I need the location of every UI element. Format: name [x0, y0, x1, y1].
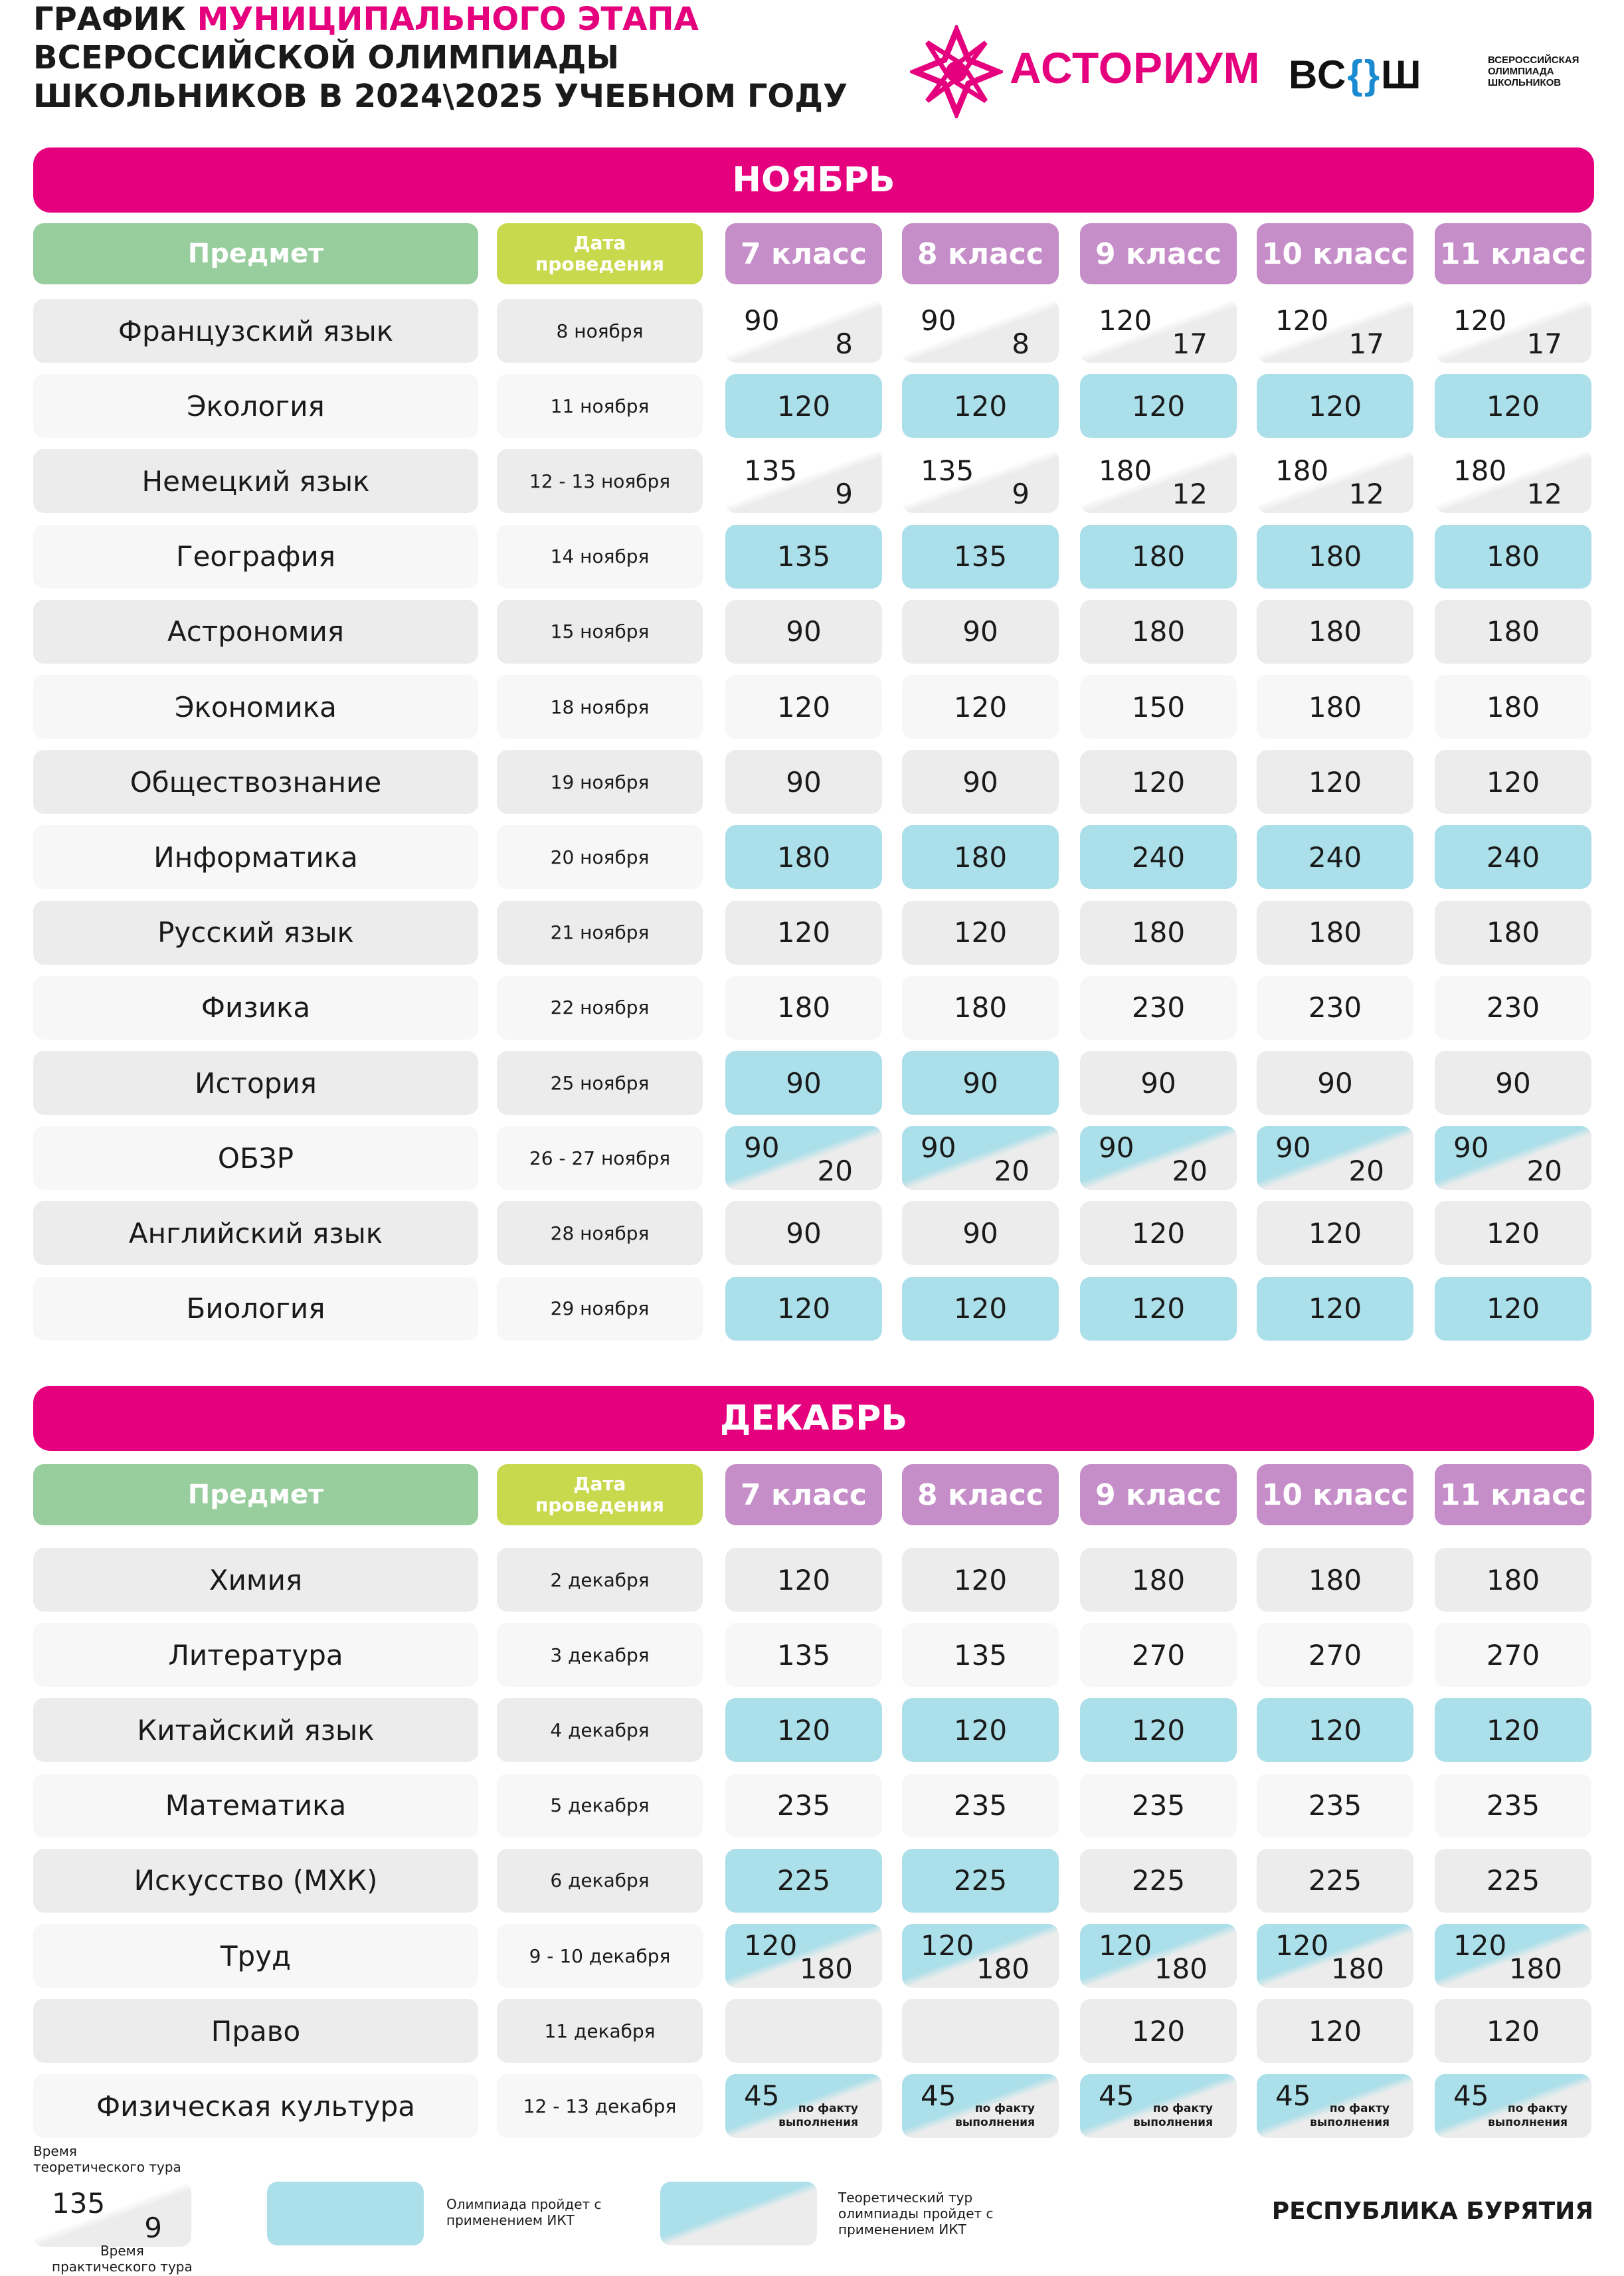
duration-cell: 120 [1257, 1277, 1413, 1341]
duration-cell: 120 [1257, 750, 1413, 814]
theory-duration: 135 [921, 454, 974, 488]
header-subject: Предмет [33, 223, 478, 284]
duration-cell: 235 [902, 1774, 1059, 1838]
subject-cell: Искусство (МХК) [33, 1849, 478, 1913]
duration-cell: 120 [1435, 1277, 1591, 1341]
theory-duration: 45 [921, 2079, 956, 2113]
subject-cell: Экология [33, 374, 478, 438]
duration-cell: 90 [902, 600, 1059, 664]
header-date: Дата проведения [497, 1464, 703, 1525]
duration-cell: 180 [1080, 901, 1237, 965]
duration-cell: 180 [1435, 525, 1591, 589]
header-grade-7: 7 класс [725, 223, 882, 284]
practice-duration: 9 [835, 478, 853, 511]
duration-cell: 235 [725, 1774, 882, 1838]
duration-cell: 90 [902, 1051, 1059, 1115]
duration-cell-split [1257, 449, 1413, 513]
practice-duration: 180 [1154, 1952, 1208, 1985]
practice-note: по факту выполнения [1488, 2102, 1568, 2130]
duration-cell-split [1257, 299, 1413, 363]
theory-duration: 120 [1453, 304, 1507, 337]
duration-cell: 180 [902, 976, 1059, 1040]
theory-duration: 90 [921, 1131, 956, 1165]
date-cell: 8 ноября [497, 299, 703, 363]
duration-cell: 120 [1257, 1201, 1413, 1265]
theory-duration: 120 [1099, 304, 1152, 337]
duration-cell-split [1257, 1924, 1413, 1988]
duration-cell [725, 1999, 882, 2063]
practice-duration: 12 [1526, 478, 1562, 511]
practice-duration: 20 [994, 1155, 1030, 1188]
duration-cell: 120 [1080, 1277, 1237, 1341]
practice-note: по факту выполнения [1310, 2102, 1390, 2130]
duration-cell [902, 1999, 1059, 2063]
duration-cell: 235 [1257, 1774, 1413, 1838]
subject-cell: География [33, 525, 478, 589]
duration-cell-split [1257, 2074, 1413, 2138]
duration-cell: 120 [725, 1548, 882, 1612]
duration-cell: 120 [902, 1698, 1059, 1762]
practice-note: по факту выполнения [1133, 2102, 1213, 2130]
duration-cell-split [1080, 449, 1237, 513]
duration-cell: 120 [725, 675, 882, 739]
subject-cell: Экономика [33, 675, 478, 739]
header-grade-10: 10 класс [1257, 1464, 1413, 1525]
date-cell: 9 - 10 декабря [497, 1924, 703, 1988]
practice-note: по факту выполнения [778, 2102, 858, 2130]
practice-duration: 8 [1012, 328, 1030, 360]
practice-duration: 20 [817, 1155, 853, 1188]
duration-cell: 120 [902, 1548, 1059, 1612]
theory-duration: 120 [1275, 1929, 1329, 1962]
date-cell: 11 ноября [497, 374, 703, 438]
duration-cell: 120 [902, 374, 1059, 438]
date-cell: 14 ноября [497, 525, 703, 589]
legend-sample-cell [33, 2182, 191, 2247]
duration-cell: 180 [1080, 1548, 1237, 1612]
duration-cell: 225 [902, 1849, 1059, 1913]
date-cell: 19 ноября [497, 750, 703, 814]
duration-cell: 90 [902, 750, 1059, 814]
duration-cell: 120 [725, 901, 882, 965]
duration-cell-split [1435, 449, 1591, 513]
subject-cell: Русский язык [33, 901, 478, 965]
legend-ict-text: Олимпиада пройдет с применением ИКТ [446, 2196, 602, 2228]
duration-cell: 235 [1080, 1774, 1237, 1838]
date-cell: 21 ноября [497, 901, 703, 965]
duration-cell-split [1435, 299, 1591, 363]
legend-theory-label: Время теоретического тура [33, 2143, 181, 2175]
subject-cell: Обществознание [33, 750, 478, 814]
duration-cell: 120 [725, 1277, 882, 1341]
practice-duration: 180 [976, 1952, 1030, 1985]
duration-cell: 90 [1257, 1051, 1413, 1115]
practice-duration: 20 [1526, 1155, 1562, 1188]
header-grade-11: 11 класс [1435, 223, 1591, 284]
duration-cell-split [902, 2074, 1059, 2138]
legend-practice-label: Время практического тура [52, 2243, 193, 2275]
duration-cell-split [725, 449, 882, 513]
theory-duration: 120 [1099, 1929, 1152, 1962]
duration-cell-split [725, 2074, 882, 2138]
legend-sample-practice: 9 [144, 2212, 162, 2244]
subject-cell: Физика [33, 976, 478, 1040]
duration-cell: 270 [1257, 1623, 1413, 1687]
duration-cell: 180 [725, 976, 882, 1040]
footer-region: РЕСПУБЛИКА БУРЯТИЯ [1271, 2198, 1593, 2225]
duration-cell: 180 [1257, 675, 1413, 739]
duration-cell: 225 [725, 1849, 882, 1913]
duration-cell: 150 [1080, 675, 1237, 739]
theory-duration: 120 [1275, 304, 1329, 337]
duration-cell: 120 [1080, 1698, 1237, 1762]
header-date: Дата проведения [497, 223, 703, 284]
theory-duration: 90 [744, 1131, 780, 1165]
practice-duration: 12 [1348, 478, 1384, 511]
duration-cell-split [1080, 1126, 1237, 1190]
header-grade-11: 11 класс [1435, 1464, 1591, 1525]
practice-duration: 17 [1172, 328, 1208, 360]
date-cell: 26 - 27 ноября [497, 1126, 703, 1190]
astorium-logo-text: АСТОРИУМ [1010, 43, 1261, 92]
duration-cell-split [1080, 1924, 1237, 1988]
duration-cell: 180 [1257, 1548, 1413, 1612]
duration-cell: 120 [1435, 1999, 1591, 2063]
subject-cell: ОБЗР [33, 1126, 478, 1190]
duration-cell-split [1257, 1126, 1413, 1190]
duration-cell: 90 [725, 750, 882, 814]
duration-cell: 90 [902, 1201, 1059, 1265]
practice-duration: 180 [1330, 1952, 1384, 1985]
theory-duration: 45 [744, 2079, 780, 2113]
duration-cell-split [1080, 299, 1237, 363]
duration-cell: 90 [725, 600, 882, 664]
duration-cell: 90 [1435, 1051, 1591, 1115]
duration-cell-split [902, 299, 1059, 363]
page-title [33, 0, 848, 116]
duration-cell: 240 [1257, 825, 1413, 889]
theory-duration: 90 [921, 304, 956, 337]
theory-duration: 45 [1453, 2079, 1489, 2113]
vsosh-logo-subtitle: ВСЕРОССИЙСКАЯ ОЛИМПИАДА ШКОЛЬНИКОВ [1488, 54, 1579, 88]
duration-cell: 180 [902, 825, 1059, 889]
duration-cell: 120 [1257, 1698, 1413, 1762]
practice-duration: 8 [835, 328, 853, 360]
duration-cell: 180 [1080, 600, 1237, 664]
duration-cell: 180 [1257, 901, 1413, 965]
legend-sample-theory: 135 [52, 2187, 106, 2220]
subject-cell: Английский язык [33, 1201, 478, 1265]
duration-cell: 90 [725, 1201, 882, 1265]
duration-cell: 120 [1435, 374, 1591, 438]
duration-cell: 120 [1257, 374, 1413, 438]
header-grade-9: 9 класс [1080, 223, 1237, 284]
duration-cell-split [725, 1126, 882, 1190]
duration-cell-split [902, 1924, 1059, 1988]
duration-cell: 180 [1257, 600, 1413, 664]
duration-cell: 120 [1080, 750, 1237, 814]
duration-cell: 120 [1435, 1698, 1591, 1762]
practice-duration: 17 [1526, 328, 1562, 360]
duration-cell-split [1435, 1126, 1591, 1190]
duration-cell: 120 [1080, 1999, 1237, 2063]
subject-cell: Биология [33, 1277, 478, 1341]
subject-cell: Литература [33, 1623, 478, 1687]
duration-cell: 225 [1435, 1849, 1591, 1913]
duration-cell: 135 [902, 1623, 1059, 1687]
date-cell: 5 декабря [497, 1774, 703, 1838]
month-banner-december: ДЕКАБРЬ [33, 1386, 1594, 1451]
theory-duration: 90 [1099, 1131, 1134, 1165]
legend-theory-ict-swatch [660, 2182, 817, 2245]
date-cell: 4 декабря [497, 1698, 703, 1762]
date-cell: 25 ноября [497, 1051, 703, 1115]
duration-cell: 120 [725, 374, 882, 438]
subject-cell: История [33, 1051, 478, 1115]
date-cell: 29 ноября [497, 1277, 703, 1341]
title-highlight: МУНИЦИПАЛЬНОГО ЭТАПА [197, 1, 699, 38]
astorium-logo-icon [910, 25, 1003, 121]
vsosh-logo: ВС{}Ш [1289, 52, 1423, 97]
theory-duration: 90 [1453, 1131, 1489, 1165]
duration-cell: 90 [725, 1051, 882, 1115]
duration-cell: 230 [1080, 976, 1237, 1040]
theory-duration: 120 [921, 1929, 974, 1962]
duration-cell: 180 [1435, 675, 1591, 739]
header-grade-9: 9 класс [1080, 1464, 1237, 1525]
duration-cell: 120 [1435, 750, 1591, 814]
duration-cell: 180 [725, 825, 882, 889]
header-subject: Предмет [33, 1464, 478, 1525]
duration-cell: 120 [1435, 1201, 1591, 1265]
duration-cell: 180 [1257, 525, 1413, 589]
title-line-2: ВСЕРОССИЙСКОЙ ОЛИМПИАДЫ [33, 39, 620, 76]
subject-cell: Французский язык [33, 299, 478, 363]
duration-cell: 120 [902, 901, 1059, 965]
legend-theory-ict-text: Теоретический тур олимпиады пройдет с применением ИКТ [838, 2190, 994, 2237]
duration-cell: 180 [1080, 525, 1237, 589]
duration-cell: 270 [1080, 1623, 1237, 1687]
theory-duration: 45 [1275, 2079, 1311, 2113]
duration-cell: 230 [1257, 976, 1413, 1040]
duration-cell: 120 [725, 1698, 882, 1762]
date-cell: 11 декабря [497, 1999, 703, 2063]
duration-cell-split [1080, 2074, 1237, 2138]
duration-cell: 235 [1435, 1774, 1591, 1838]
theory-duration: 120 [1453, 1929, 1507, 1962]
theory-duration: 45 [1099, 2079, 1134, 2113]
practice-duration: 9 [1012, 478, 1030, 511]
duration-cell-split [725, 299, 882, 363]
theory-duration: 180 [1099, 454, 1152, 488]
date-cell: 12 - 13 ноября [497, 449, 703, 513]
date-cell: 28 ноября [497, 1201, 703, 1265]
date-cell: 20 ноября [497, 825, 703, 889]
duration-cell: 180 [1435, 600, 1591, 664]
header-grade-8: 8 класс [902, 1464, 1059, 1525]
subject-cell: Немецкий язык [33, 449, 478, 513]
theory-duration: 120 [744, 1929, 798, 1962]
duration-cell: 135 [725, 525, 882, 589]
date-cell: 6 декабря [497, 1849, 703, 1913]
duration-cell-split [1435, 2074, 1591, 2138]
duration-cell: 240 [1080, 825, 1237, 889]
duration-cell: 270 [1435, 1623, 1591, 1687]
duration-cell-split [902, 449, 1059, 513]
title-line-1: ГРАФИК МУНИЦИПАЛЬНОГО ЭТАПА [33, 1, 699, 38]
duration-cell-split [1435, 1924, 1591, 1988]
duration-cell: 120 [1257, 1999, 1413, 2063]
theory-duration: 135 [744, 454, 798, 488]
subject-cell: Физическая культура [33, 2074, 478, 2138]
subject-cell: Химия [33, 1548, 478, 1612]
date-cell: 22 ноября [497, 976, 703, 1040]
subject-cell: Математика [33, 1774, 478, 1838]
duration-cell: 180 [1435, 901, 1591, 965]
header-grade-7: 7 класс [725, 1464, 882, 1525]
subject-cell: Информатика [33, 825, 478, 889]
legend-ict-swatch [267, 2182, 424, 2245]
theory-duration: 90 [744, 304, 780, 337]
duration-cell: 225 [1257, 1849, 1413, 1913]
subject-cell: Право [33, 1999, 478, 2063]
duration-cell: 135 [902, 525, 1059, 589]
date-cell: 2 декабря [497, 1548, 703, 1612]
practice-duration: 180 [1508, 1952, 1562, 1985]
date-cell: 12 - 13 декабря [497, 2074, 703, 2138]
duration-cell: 90 [1080, 1051, 1237, 1115]
month-banner-november: НОЯБРЬ [33, 147, 1594, 213]
date-cell: 18 ноября [497, 675, 703, 739]
title-line-3: ШКОЛЬНИКОВ В 2024\2025 УЧЕБНОМ ГОДУ [33, 78, 848, 115]
date-cell: 15 ноября [497, 600, 703, 664]
duration-cell-split [902, 1126, 1059, 1190]
practice-duration: 17 [1348, 328, 1384, 360]
practice-duration: 20 [1172, 1155, 1208, 1188]
subject-cell: Труд [33, 1924, 478, 1988]
practice-duration: 12 [1172, 478, 1208, 511]
duration-cell: 120 [1080, 374, 1237, 438]
date-cell: 3 декабря [497, 1623, 703, 1687]
subject-cell: Астрономия [33, 600, 478, 664]
duration-cell: 240 [1435, 825, 1591, 889]
theory-duration: 90 [1275, 1131, 1311, 1165]
duration-cell: 120 [902, 675, 1059, 739]
theory-duration: 180 [1453, 454, 1507, 488]
theory-duration: 180 [1275, 454, 1329, 488]
subject-cell: Китайский язык [33, 1698, 478, 1762]
practice-note: по факту выполнения [955, 2102, 1035, 2130]
practice-duration: 20 [1348, 1155, 1384, 1188]
duration-cell: 120 [1080, 1201, 1237, 1265]
duration-cell-split [725, 1924, 882, 1988]
duration-cell: 225 [1080, 1849, 1237, 1913]
duration-cell: 120 [902, 1277, 1059, 1341]
header-grade-10: 10 класс [1257, 223, 1413, 284]
practice-duration: 180 [799, 1952, 853, 1985]
duration-cell: 180 [1435, 1548, 1591, 1612]
duration-cell: 135 [725, 1623, 882, 1687]
header-grade-8: 8 класс [902, 223, 1059, 284]
duration-cell: 230 [1435, 976, 1591, 1040]
